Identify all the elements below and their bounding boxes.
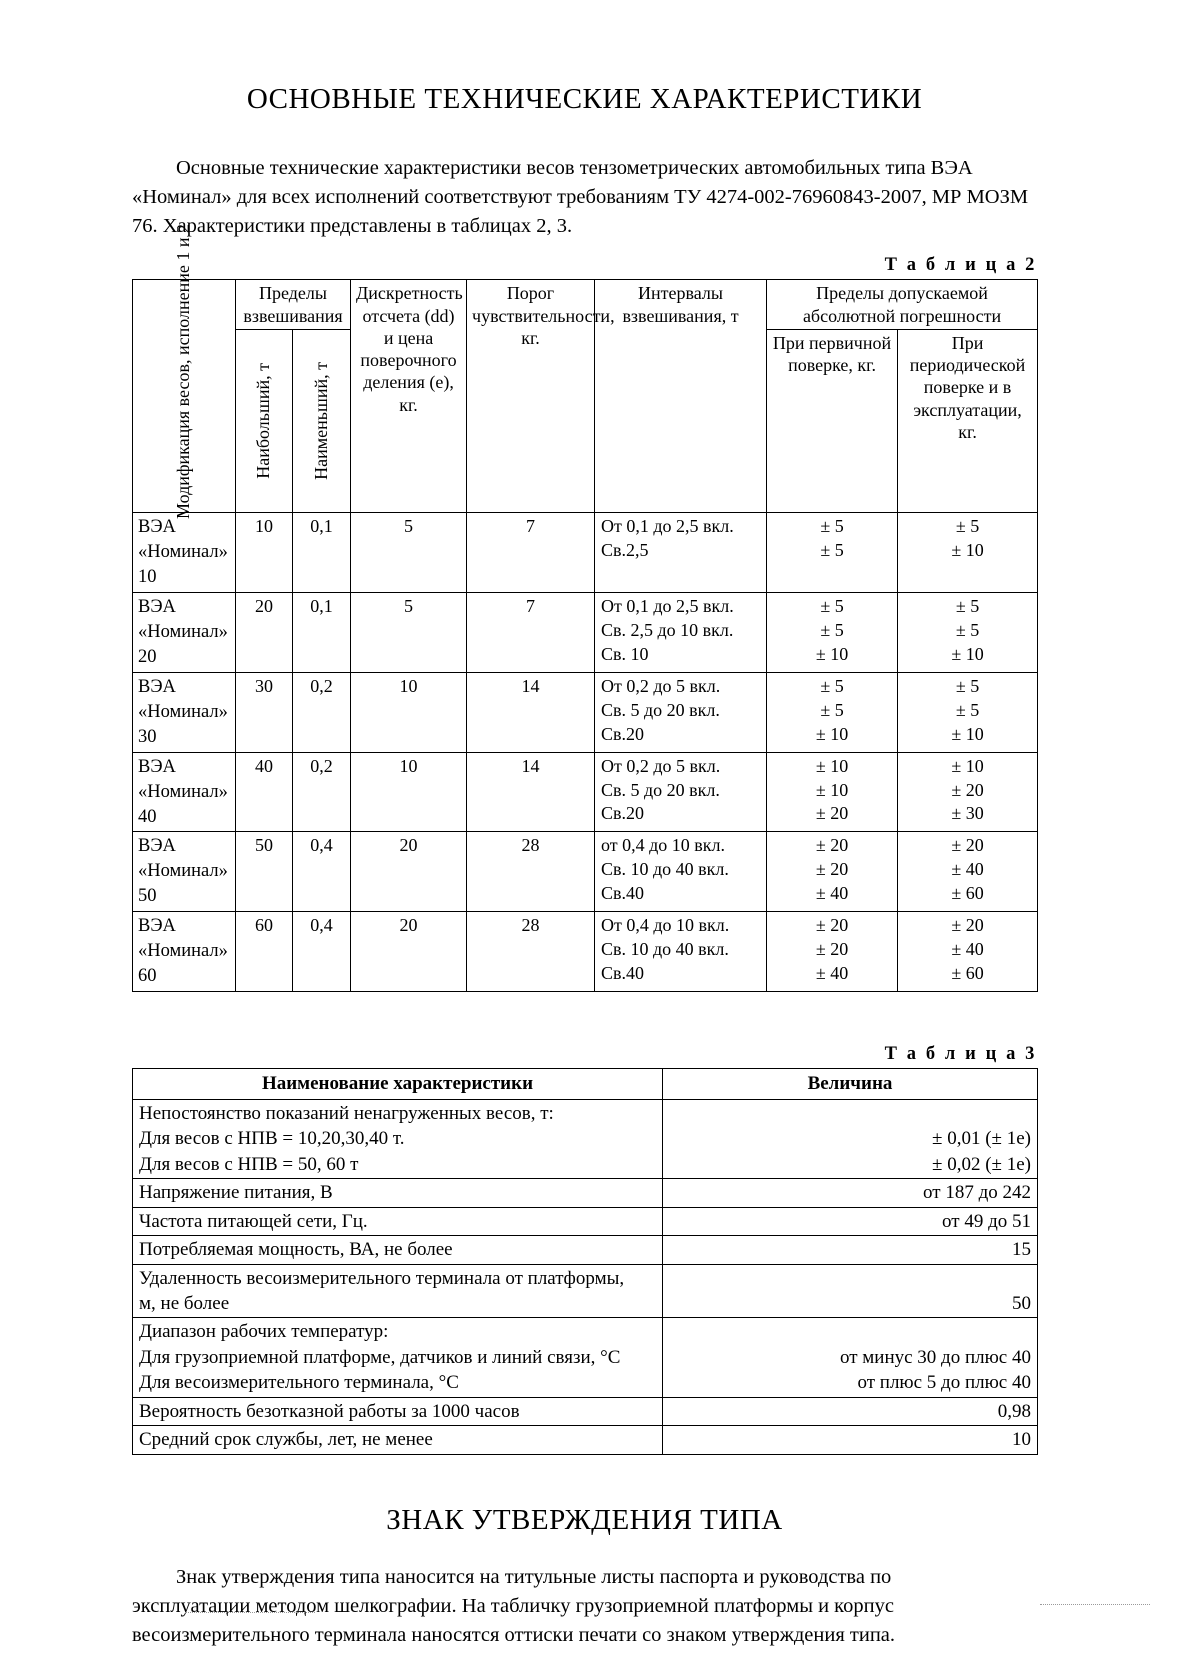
page-title: ОСНОВНЫЕ ТЕХНИЧЕСКИЕ ХАРАКТЕРИСТИКИ [246,83,923,115]
section-title-type-approval-mark: ЗНАК УТВЕРЖДЕНИЯ ТИПА [386,1503,783,1536]
intro-text-1: Основные технические характеристики весов тензометрических автомобильных типа ВЭА [176,156,973,179]
cell-characteristic-value [663,1099,1038,1178]
vertical-text-wrap [241,332,287,510]
cell-model [133,672,236,752]
cell-model [133,512,236,592]
cell-threshold: 7 [467,592,595,672]
cell-intervals-line: Св.20 [601,723,645,744]
cell-characteristic-name [133,1099,663,1178]
cell-characteristic-name [133,1207,663,1235]
table2-body [133,512,1038,991]
vertical-text-wrap [138,223,230,519]
cell-model-line: «Номинал» [138,941,228,962]
cell-model-line: ВЭА [138,916,176,937]
header-intervals: Интервалы взвешивания, т [595,280,767,513]
cell-threshold: 14 [467,752,595,832]
header-limit-max-label: Наибольший, т [253,362,274,479]
cell-value-line [669,1319,1031,1344]
table-row [133,1207,1038,1235]
cell-error-primary [767,672,898,752]
cell-model-line: 40 [138,806,157,827]
header-threshold: Порог чувствительности, кг. [467,280,595,513]
intro-line-1 [132,154,1037,183]
header-limit-min-label: Наименьший, т [310,361,331,480]
cell-threshold: 28 [467,912,595,992]
cell-threshold: 7 [467,512,595,592]
cell-error-periodic-line: ± 40 [951,939,984,960]
cell-limit-max: 30 [236,672,293,752]
cell-intervals [595,672,767,752]
cell-value-line: 15 [1012,1239,1031,1261]
cell-error-periodic-line: ± 10 [951,723,984,744]
cell-intervals-line: Св. 10 до 40 вкл. [601,859,729,880]
cell-intervals-line: Св.40 [601,883,645,904]
cell-intervals-line: от 0,4 до 10 вкл. [601,835,726,856]
table-row [133,912,1038,992]
cell-value-line: 10 [1012,1429,1031,1451]
cell-error-periodic-line: ± 10 [951,643,984,664]
cell-characteristic-name [133,1179,663,1207]
cell-value-line: от минус 30 до плюс 40 [839,1346,1031,1368]
table-row [133,1397,1038,1425]
cell-intervals-line: От 0,1 до 2,5 вкл. [601,515,734,536]
cell-error-periodic [898,912,1038,992]
cell-name-line: Вероятность безотказной работы за 1000 часов [139,1400,520,1422]
cell-model-line: 10 [138,566,157,587]
cell-error-primary-line: ± 10 [815,779,849,800]
cell-model [133,752,236,832]
cell-limit-min: 0,1 [293,592,351,672]
cell-error-periodic [898,512,1038,592]
cell-limit-max: 60 [236,912,293,992]
table-row [133,592,1038,672]
cell-model-line: 60 [138,966,157,987]
cell-value-line: от плюс 5 до плюс 40 [857,1372,1031,1394]
cell-name-line: Напряжение питания, В [139,1182,333,1204]
cell-characteristic-value [663,1397,1038,1425]
cell-characteristic-value [663,1207,1038,1235]
cell-value-line: 50 [1012,1293,1031,1314]
cell-limit-min: 0,4 [293,832,351,912]
cell-name-line: м, не более [139,1293,230,1314]
cell-model-line: «Номинал» [138,621,228,642]
cell-model [133,592,236,672]
cell-characteristic-name [133,1236,663,1264]
header-modification [133,223,236,519]
header-characteristic-name: Наименование характеристики [133,1069,663,1100]
cell-characteristic-name [133,1264,663,1318]
cell-intervals [595,832,767,912]
cell-error-periodic-line: ± 30 [951,803,984,824]
header-error-periodic: При периодической поверке и в эксплуатации, кг. [898,329,1038,512]
cell-model [133,832,236,912]
cell-intervals-line: Св. 5 до 20 вкл. [601,699,720,720]
table-row [133,832,1038,912]
cell-error-primary-line: ± 5 [820,699,844,720]
cell-value-line: ± 0,01 (± 1е) [932,1128,1031,1150]
cell-error-periodic-line: ± 10 [951,539,984,560]
cell-intervals [595,752,767,832]
header-error-primary: При первичной поверке, кг. [767,329,898,512]
cell-error-primary [767,832,898,912]
cell-error-primary-line: ± 5 [820,675,844,696]
cell-limit-max: 40 [236,752,293,832]
cell-intervals-line: Св.40 [601,963,645,984]
cell-limit-min: 0,4 [293,912,351,992]
cell-error-periodic-line: ± 5 [955,595,980,616]
cell-discreteness: 10 [351,752,467,832]
table-row [133,1264,1038,1318]
cell-characteristic-name [133,1426,663,1454]
cell-error-primary-line: ± 5 [820,595,844,616]
cell-error-periodic-line: ± 20 [951,779,984,800]
cell-error-primary [767,512,898,592]
cell-intervals-line: Св. 5 до 20 вкл. [601,779,720,800]
cell-discreteness: 20 [351,832,467,912]
header-discreteness: Дискретность отсчета (dd) и цена поверочного деления (е), кг. [351,280,467,513]
cell-value-line [669,1266,1031,1291]
table-row [133,1318,1038,1397]
cell-error-periodic-line: ± 20 [951,835,984,856]
table2-caption: Т а б л и ц а 2 [884,255,1037,276]
cell-error-primary-line: ± 10 [815,643,849,664]
cell-error-primary-line: ± 40 [815,883,849,904]
cell-intervals [595,912,767,992]
header-characteristic-value: Величина [663,1069,1038,1100]
vertical-text-wrap [298,332,345,510]
cell-value-line: от 49 до 51 [942,1210,1031,1232]
cell-model-line: ВЭА [138,516,176,537]
header-modification-label: Модификация весов, исполнение 1 и 2 [173,223,194,519]
cell-name-line: Средний срок службы, лет, не менее [139,1429,433,1451]
scan-artifact-left [185,1612,315,1613]
table2-header-row-1 [133,280,1038,330]
cell-characteristic-name [133,1318,663,1397]
cell-error-primary-line: ± 20 [815,915,849,936]
cell-model-line: «Номинал» [138,781,228,802]
cell-error-periodic [898,592,1038,672]
cell-error-primary-line: ± 5 [820,515,844,536]
table3-header-row [133,1069,1038,1100]
cell-intervals-line: Св. 10 до 40 вкл. [601,939,729,960]
cell-name-line: Для весоизмерительного терминала, °С [139,1372,459,1394]
cell-discreteness: 5 [351,592,467,672]
cell-discreteness: 10 [351,672,467,752]
cell-limit-min: 0,2 [293,672,351,752]
table-row [133,512,1038,592]
header-limit-max [236,329,293,512]
cell-model-line: 20 [138,646,157,667]
cell-error-primary-line: ± 20 [815,939,849,960]
cell-characteristic-value [663,1318,1038,1397]
cell-value-line: от 187 до 242 [923,1182,1031,1204]
cell-error-periodic [898,672,1038,752]
table3-body [133,1099,1038,1454]
cell-error-primary-line: ± 20 [815,803,849,824]
cell-limit-min: 0,1 [293,512,351,592]
cell-name-line: Потребляемая мощность, ВА, не более [139,1239,453,1261]
cell-characteristic-name [133,1397,663,1425]
cell-error-periodic-line: ± 60 [951,963,984,984]
cell-error-periodic-line: ± 5 [955,699,980,720]
cell-model [133,912,236,992]
cell-error-primary-line: ± 5 [820,539,844,560]
cell-model-line: «Номинал» [138,541,228,562]
closing-line-1 [132,1563,1037,1592]
table-row [133,1099,1038,1178]
closing-text-1: Знак утверждения типа наносится на титульные листы паспорта и руководства по [176,1565,892,1588]
cell-limit-max: 50 [236,832,293,912]
cell-intervals-line: От 0,2 до 5 вкл. [601,675,721,696]
cell-characteristic-value [663,1236,1038,1264]
cell-model-line: ВЭА [138,596,176,617]
intro-paragraph [132,154,1037,241]
table-row [133,1426,1038,1454]
cell-intervals [595,512,767,592]
cell-name-line: Для весов с НПВ = 50, 60 т [139,1153,359,1175]
cell-error-primary-line: ± 40 [815,963,849,984]
closing-line-3: весоизмерительного терминала наносятся оттиски печати со знаком утверждения типа. [132,1623,896,1646]
cell-name-line: Для грузоприемной платформе, датчиков и линий связи, °С [139,1346,621,1368]
cell-value-line [669,1101,1031,1126]
cell-error-primary-line: ± 10 [815,723,849,744]
cell-model-line: «Номинал» [138,701,228,722]
page-content [132,0,1037,1650]
intro-line-2: «Номинал» для всех исполнений соответствуют требованиям ТУ 4274-002-76960843-2007, МР МОЗМ [132,186,1029,208]
cell-error-periodic-line: ± 60 [951,883,984,904]
cell-error-periodic-line: ± 5 [955,619,980,640]
cell-error-periodic-line: ± 10 [951,755,984,776]
table-row [133,672,1038,752]
cell-error-periodic [898,832,1038,912]
cell-characteristic-value [663,1426,1038,1454]
cell-intervals-line: Св. 10 [601,643,649,664]
cell-name-line: Непостоянство показаний ненагруженных весов, т: [139,1102,554,1124]
closing-paragraph [132,1563,1037,1650]
cell-threshold: 28 [467,832,595,912]
cell-name-line: Частота питающей сети, Гц. [139,1210,368,1232]
cell-model-line: 30 [138,726,157,747]
cell-value-line: 0,98 [997,1400,1031,1422]
table-row [133,1179,1038,1207]
cell-discreteness: 20 [351,912,467,992]
table-row [133,752,1038,832]
cell-intervals-line: Св. 2,5 до 10 вкл. [601,619,734,640]
cell-value-line: ± 0,02 (± 1е) [932,1153,1031,1175]
cell-limit-max: 10 [236,512,293,592]
table-3-characteristics [132,1068,1038,1454]
cell-name-line: Для весов с НПВ = 10,20,30,40 т. [139,1128,405,1150]
cell-error-primary-line: ± 20 [815,859,849,880]
header-error-limits: Пределы допускаемой абсолютной погрешности [767,280,1038,330]
cell-intervals-line: От 0,1 до 2,5 вкл. [601,595,734,616]
cell-discreteness: 5 [351,512,467,592]
cell-intervals-line: От 0,4 до 10 вкл. [601,915,730,936]
table3-caption: Т а б л и ц а 3 [884,1044,1037,1065]
cell-threshold: 14 [467,672,595,752]
cell-limit-max: 20 [236,592,293,672]
cell-intervals-line: Св.2,5 [601,539,649,560]
header-weighing-limits: Пределы взвешивания [236,280,351,330]
cell-error-periodic-line: ± 5 [955,675,980,696]
cell-error-periodic [898,752,1038,832]
cell-error-periodic-line: ± 5 [955,515,980,536]
cell-characteristic-value [663,1264,1038,1318]
header-limit-min [293,329,351,512]
cell-characteristic-value [663,1179,1038,1207]
cell-limit-min: 0,2 [293,752,351,832]
intro-line-3: 76. Характеристики представлены в таблицах 2, 3. [132,215,573,238]
cell-error-primary [767,592,898,672]
table-row [133,1236,1038,1264]
cell-error-primary-line: ± 5 [820,619,844,640]
cell-error-periodic-line: ± 20 [951,915,984,936]
cell-intervals-line: От 0,2 до 5 вкл. [601,755,721,776]
cell-name-line: Удаленность весоизмерительного терминала от платформы, [139,1267,625,1289]
cell-intervals-line: Св.20 [601,803,645,824]
cell-intervals [595,592,767,672]
scan-artifact-right [1040,1604,1150,1605]
cell-error-primary [767,752,898,832]
cell-model-line: ВЭА [138,676,176,697]
closing-line-2: эксплуатации методом шелкографии. На табличку грузоприемной платформы и корпус [132,1594,894,1617]
cell-model-line: 50 [138,886,157,907]
cell-error-primary-line: ± 10 [815,755,849,776]
cell-model-line: ВЭА [138,836,176,857]
cell-error-periodic-line: ± 40 [951,859,984,880]
cell-error-primary [767,912,898,992]
cell-model-line: ВЭА [138,756,176,777]
cell-error-primary-line: ± 20 [815,835,849,856]
cell-name-line: Диапазон рабочих температур: [139,1321,389,1343]
cell-model-line: «Номинал» [138,861,228,882]
